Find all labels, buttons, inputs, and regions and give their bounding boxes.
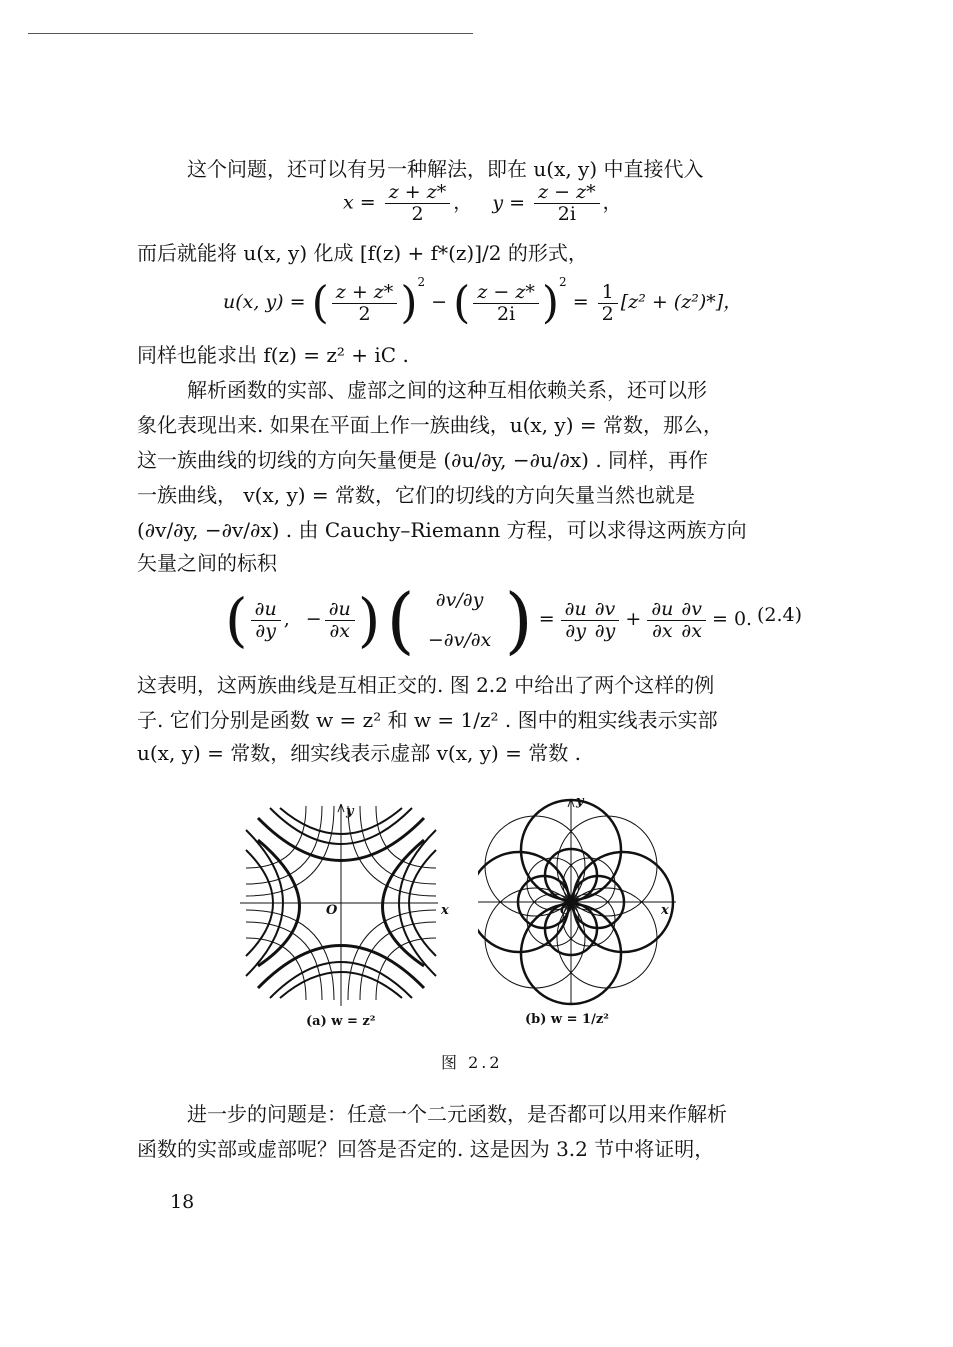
paragraph-line: 函数的实部或虚部呢？回答是否定的. 这是因为 3.2 节中将证明， (137, 1137, 715, 1161)
figure-b-origin: O (560, 903, 572, 918)
figure-a-hyperbolas (240, 800, 440, 1010)
figure-a-origin: O (326, 903, 338, 918)
paragraph-line: 子. 它们分别是函数 w = z² 和 w = 1/z² . 图中的粗实线表示实部 (137, 708, 718, 732)
figure-a-x-label: x (441, 903, 449, 918)
figure-b-circles (478, 795, 678, 1007)
page-number: 18 (170, 1191, 195, 1213)
header-rule (28, 33, 473, 34)
equation-substitution: x = $\frac{z + z*}{2}$ ， y = $\frac{z - z*}{2i}$ ， (343, 181, 622, 225)
paragraph-line: 解析函数的实部、虚部之间的这种互相依赖关系，还可以形 (187, 378, 707, 402)
equation-u-expression: u(x, y) = ( $\frac{z + z*}{2}$ )$^2$ − ( $\frac{z - z*}{2i}$ )$^2$ = $\frac{1}{2}$ [z² + (z²)*]， (223, 275, 743, 329)
figure-b-caption: (b) w = 1/z² (525, 1012, 609, 1027)
paragraph-line: 象化表现出来. 如果在平面上作一族曲线，u(x, y) = 常数，那么， (137, 413, 723, 437)
paragraph-line: 进一步的问题是：任意一个二元函数，是否都可以用来作解析 (187, 1102, 727, 1126)
figure-a-caption: (a) w = z² (306, 1014, 376, 1029)
equation-number: (2.4) (757, 604, 803, 626)
paragraph-line: 这一族曲线的切线的方向矢量便是 (∂u/∂y, −∂u/∂x) . 同样，再作 (137, 448, 709, 472)
figure-b-x-label: x (661, 903, 669, 918)
figure-title: 图 2.2 (441, 1053, 503, 1072)
paragraph-line: u(x, y) = 常数，细实线表示虚部 v(x, y) = 常数 . (137, 741, 581, 765)
paragraph-line: 同样也能求出 f(z) = z² + iC . (137, 343, 409, 367)
paragraph-line: 这个问题，还可以有另一种解法，即在 u(x, y) 中直接代入 (187, 157, 704, 181)
paragraph-line: 矢量之间的标积 (137, 551, 277, 575)
paragraph-line: 一族曲线， v(x, y) = 常数，它们的切线的方向矢量当然也就是 (137, 483, 696, 507)
equation-dot-product: ( $\frac{\partial u}{\partial y}$ , − $\frac{\partial u}{\partial x}$ ) ( ∂v/∂y −∂v/∂x ) = $\frac{\partial u}{\partial y}$ $\frac{\partial v}{\partial y}$ + $\frac{\partial u}{\partial x}$ $\frac{\partial v}{\partial x}$ = 0. (225, 578, 753, 662)
figure-a-y-label: y (346, 804, 354, 819)
paragraph-line: 而后就能将 u(x, y) 化成 [f(z) + f*(z)]/2 的形式， (137, 241, 588, 265)
paragraph-line: (∂v/∂y, −∂v/∂x) . 由 Cauchy–Riemann 方程，可以求得这两族方向 (137, 518, 747, 542)
paragraph-line: 这表明，这两族曲线是互相正交的. 图 2.2 中给出了两个这样的例 (137, 673, 715, 697)
figure-b-y-label: y (576, 794, 584, 809)
